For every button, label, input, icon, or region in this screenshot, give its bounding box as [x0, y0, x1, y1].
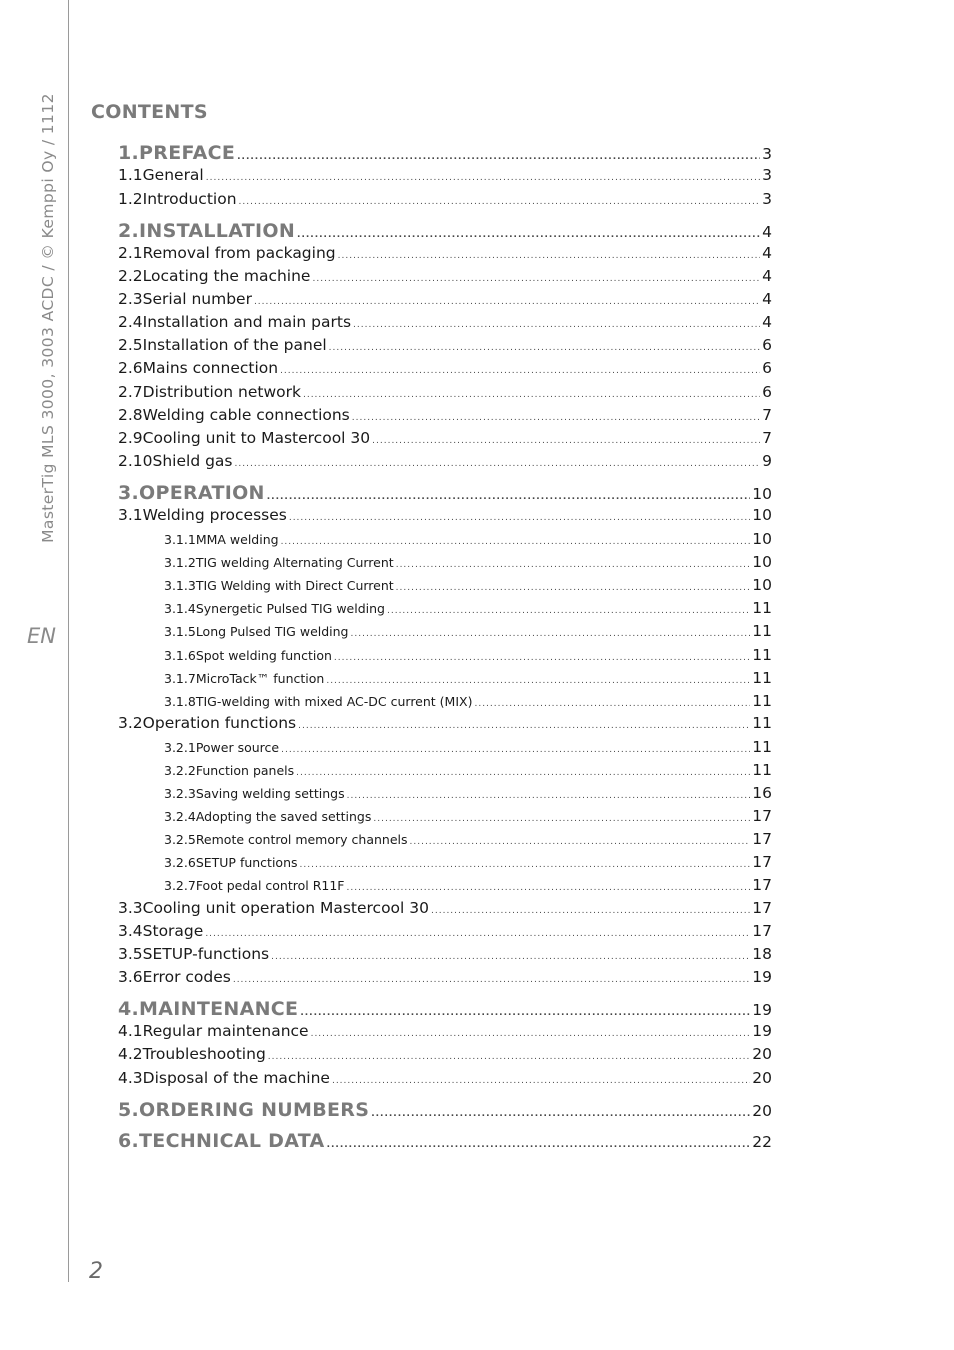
toc-page-number: 3 — [762, 145, 772, 163]
toc-page-number: 17 — [752, 807, 772, 825]
dot-leader — [334, 654, 750, 663]
toc-section[interactable] — [118, 1000, 772, 1019]
toc-page-number: 11 — [752, 646, 772, 664]
toc-number: 3.6 — [118, 968, 143, 986]
toc-title: INSTALLATION — [139, 220, 296, 242]
language-tab: EN — [27, 624, 56, 648]
toc-title: Operation functions — [142, 714, 297, 732]
toc-page-number: 11 — [752, 692, 772, 710]
dot-leader — [312, 275, 760, 284]
toc-title: Removal from packaging — [142, 244, 336, 262]
toc-page-number: 16 — [752, 784, 772, 802]
toc-number: 1. — [118, 142, 140, 164]
toc-number: 5. — [118, 1099, 140, 1121]
toc-title: Welding processes — [142, 506, 287, 524]
toc-number: 4. — [118, 998, 140, 1020]
dot-leader — [373, 815, 750, 824]
toc-subsection[interactable] — [118, 454, 772, 470]
toc-number: 3.2.3 — [164, 786, 196, 801]
toc-subsection[interactable] — [118, 168, 772, 184]
toc-subsection[interactable] — [118, 431, 772, 447]
toc-page-number: 17 — [752, 853, 772, 871]
dot-leader — [410, 838, 751, 847]
toc-number: 3.1.2 — [164, 555, 196, 570]
toc-number: 3.2.4 — [164, 809, 196, 824]
toc-section[interactable] — [118, 1101, 772, 1120]
toc-page-number: 6 — [762, 359, 772, 377]
toc-page-number: 4 — [762, 244, 772, 262]
toc-number: 2.1 — [118, 244, 143, 262]
toc-title: Saving welding settings — [195, 786, 345, 801]
toc-title: TECHNICAL DATA — [139, 1130, 325, 1152]
dot-leader — [431, 907, 750, 916]
toc-number: 3.2 — [118, 714, 143, 732]
dot-leader — [387, 607, 750, 616]
toc-title: Mains connection — [142, 359, 279, 377]
dot-leader — [396, 561, 751, 570]
toc-section[interactable] — [118, 222, 772, 241]
toc-subsubsection[interactable] — [164, 601, 772, 617]
toc-subsubsection[interactable] — [164, 555, 772, 571]
dot-leader — [281, 538, 751, 547]
toc-subsection[interactable] — [118, 269, 772, 285]
toc-page-number: 11 — [752, 622, 772, 640]
toc-number: 1.2 — [118, 190, 143, 208]
toc-title: General — [142, 166, 204, 184]
toc-title: TIG Welding with Direct Current — [195, 578, 394, 593]
toc-subsubsection[interactable] — [164, 578, 772, 594]
toc-page-number: 20 — [752, 1045, 772, 1063]
toc-title: ORDERING NUMBERS — [139, 1099, 370, 1121]
toc-title: Foot pedal control R11F — [195, 878, 345, 893]
page-title: CONTENTS — [91, 101, 208, 123]
toc-page-number: 17 — [752, 830, 772, 848]
toc-title: Cooling unit operation Mastercool 30 — [142, 899, 429, 917]
dot-leader — [347, 792, 751, 801]
dot-leader — [300, 1009, 750, 1018]
toc-subsection[interactable] — [118, 716, 772, 732]
toc-page-number: 10 — [752, 485, 772, 503]
toc-page-number: 6 — [762, 383, 772, 401]
toc-number: 3.5 — [118, 945, 143, 963]
toc-number: 2.3 — [118, 290, 143, 308]
dot-leader — [289, 514, 750, 523]
toc-page-number: 22 — [752, 1133, 772, 1151]
dot-leader — [235, 460, 761, 469]
toc-page-number: 17 — [752, 876, 772, 894]
toc-number: 3.2.5 — [164, 832, 196, 847]
dot-leader — [396, 584, 751, 593]
toc-page-number: 4 — [762, 223, 772, 241]
toc-subsection[interactable] — [118, 1024, 772, 1040]
dot-leader — [300, 861, 751, 870]
toc-number: 3.2.2 — [164, 763, 196, 778]
toc-subsection[interactable] — [118, 192, 772, 208]
toc-title: MicroTack™ function — [195, 671, 325, 686]
toc-page-number: 20 — [752, 1102, 772, 1120]
toc-number: 3.4 — [118, 922, 143, 940]
toc-subsection[interactable] — [118, 1071, 772, 1087]
dot-leader — [206, 174, 760, 183]
toc-title: Storage — [142, 922, 204, 940]
dot-leader — [268, 1053, 750, 1062]
dot-leader — [371, 1110, 750, 1119]
dot-leader — [352, 414, 760, 423]
dot-leader — [332, 1077, 750, 1086]
toc-title: Distribution network — [142, 383, 301, 401]
dot-leader — [326, 677, 750, 686]
toc-subsubsection[interactable] — [164, 694, 772, 710]
toc-number: 2.10 — [118, 452, 153, 470]
toc-page-number: 11 — [752, 714, 772, 732]
toc-title: Disposal of the machine — [142, 1069, 330, 1087]
toc-subsubsection[interactable] — [164, 763, 772, 779]
toc-subsubsection[interactable] — [164, 786, 772, 802]
dot-leader — [353, 321, 760, 330]
toc-number: 4.3 — [118, 1069, 143, 1087]
toc-page-number: 4 — [762, 267, 772, 285]
dot-leader — [372, 437, 760, 446]
dot-leader — [239, 198, 761, 207]
toc-subsubsection[interactable] — [164, 832, 772, 848]
toc-title: Welding cable connections — [142, 406, 350, 424]
toc-subsubsection[interactable] — [164, 878, 772, 894]
toc-subsection[interactable] — [118, 947, 772, 963]
toc-number: 2.9 — [118, 429, 143, 447]
toc-title: Shield gas — [152, 452, 233, 470]
toc-page-number: 4 — [762, 290, 772, 308]
toc-subsection[interactable] — [118, 508, 772, 524]
toc-subsection[interactable] — [118, 361, 772, 377]
toc-subsection[interactable] — [118, 1047, 772, 1063]
toc-title: Installation and main parts — [142, 313, 352, 331]
dot-leader — [267, 493, 751, 502]
toc-number: 3.1.3 — [164, 578, 196, 593]
toc-title: Function panels — [195, 763, 295, 778]
toc-number: 3.1.5 — [164, 624, 196, 639]
toc-page-number: 20 — [752, 1069, 772, 1087]
toc-subsection[interactable] — [118, 901, 772, 917]
dot-leader — [254, 298, 760, 307]
toc-page-number: 3 — [762, 190, 772, 208]
toc-subsubsection[interactable] — [164, 648, 772, 664]
dot-leader — [298, 722, 750, 731]
toc-title: Serial number — [142, 290, 252, 308]
dot-leader — [280, 367, 760, 376]
toc-number: 3.1 — [118, 506, 143, 524]
toc-subsection[interactable] — [118, 970, 772, 986]
toc-number: 3.1.8 — [164, 694, 196, 709]
toc-number: 2.5 — [118, 336, 143, 354]
toc-number: 3.2.7 — [164, 878, 196, 893]
toc-subsection[interactable] — [118, 246, 772, 262]
toc-subsection[interactable] — [118, 924, 772, 940]
toc-title: Locating the machine — [142, 267, 311, 285]
toc-page-number: 11 — [752, 669, 772, 687]
toc-section[interactable] — [118, 144, 772, 163]
toc-page-number: 17 — [752, 899, 772, 917]
toc-subsubsection[interactable] — [164, 855, 772, 871]
dot-leader — [327, 1141, 751, 1150]
dot-leader — [271, 953, 750, 962]
toc-subsection[interactable] — [118, 292, 772, 308]
toc-page-number: 19 — [752, 968, 772, 986]
document-footer-vertical: MasterTig MLS 3000, 3003 ACDC / © Kemppi Oy / 1112 — [39, 93, 57, 543]
toc-title: Cooling unit to Mastercool 30 — [142, 429, 371, 447]
toc-page-number: 10 — [752, 553, 772, 571]
toc-page-number: 4 — [762, 313, 772, 331]
toc-subsubsection[interactable] — [164, 809, 772, 825]
toc-title: Introduction — [142, 190, 237, 208]
toc-number: 4.2 — [118, 1045, 143, 1063]
toc-number: 1.1 — [118, 166, 143, 184]
toc-page-number: 11 — [752, 761, 772, 779]
toc-number: 3.1.6 — [164, 648, 196, 663]
toc-number: 2.2 — [118, 267, 143, 285]
toc-page-number: 19 — [752, 1022, 772, 1040]
toc-number: 3.1.4 — [164, 601, 196, 616]
toc-subsubsection[interactable] — [164, 671, 772, 687]
dot-leader — [297, 231, 760, 240]
dot-leader — [351, 630, 751, 639]
toc-subsection[interactable] — [118, 338, 772, 354]
toc-number: 3.3 — [118, 899, 143, 917]
toc-title: SETUP functions — [195, 855, 298, 870]
dot-leader — [346, 884, 750, 893]
toc-title: Remote control memory channels — [195, 832, 408, 847]
dot-leader — [205, 930, 750, 939]
toc-number: 3.2.1 — [164, 740, 196, 755]
toc-title: SETUP-functions — [142, 945, 270, 963]
toc-page-number: 11 — [752, 599, 772, 617]
toc-page-number: 9 — [762, 452, 772, 470]
toc-number: 4.1 — [118, 1022, 143, 1040]
toc-subsubsection[interactable] — [164, 624, 772, 640]
toc-title: TIG-welding with mixed AC-DC current (MIX) — [195, 694, 473, 709]
toc-number: 2. — [118, 220, 140, 242]
toc-title: Error codes — [142, 968, 231, 986]
toc-page-number: 19 — [752, 1001, 772, 1019]
toc-page-number: 18 — [752, 945, 772, 963]
toc-title: Installation of the panel — [142, 336, 327, 354]
dot-leader — [338, 252, 761, 261]
toc-page-number: 10 — [752, 506, 772, 524]
toc-title: MMA welding — [195, 532, 279, 547]
toc-title: TIG welding Alternating Current — [195, 555, 394, 570]
toc-number: 3.1.7 — [164, 671, 196, 686]
toc-page-number: 7 — [762, 406, 772, 424]
toc-section[interactable] — [118, 484, 772, 503]
toc-number: 3.1.1 — [164, 532, 196, 547]
toc-title: Synergetic Pulsed TIG welding — [195, 601, 385, 616]
toc-subsubsection[interactable] — [164, 532, 772, 548]
toc-page-number: 11 — [752, 738, 772, 756]
toc-title: PREFACE — [139, 142, 236, 164]
dot-leader — [311, 1030, 751, 1039]
toc-title: Spot welding function — [195, 648, 332, 663]
toc-subsubsection[interactable] — [164, 740, 772, 756]
dot-leader — [474, 700, 750, 709]
toc-page-number: 10 — [752, 530, 772, 548]
toc-subsection[interactable] — [118, 315, 772, 331]
toc-number: 3.2.6 — [164, 855, 196, 870]
toc-section[interactable] — [118, 1132, 772, 1151]
dot-leader — [296, 769, 750, 778]
dot-leader — [233, 976, 750, 985]
toc-subsection[interactable] — [118, 385, 772, 401]
toc-number: 6. — [118, 1130, 140, 1152]
toc-title: Power source — [195, 740, 280, 755]
page-number: 2 — [89, 1259, 103, 1284]
toc-number: 2.4 — [118, 313, 143, 331]
toc-page-number: 17 — [752, 922, 772, 940]
toc-title: Troubleshooting — [142, 1045, 266, 1063]
toc-title: Regular maintenance — [142, 1022, 309, 1040]
toc-title: Adopting the saved settings — [195, 809, 372, 824]
toc-number: 2.7 — [118, 383, 143, 401]
dot-leader — [281, 746, 750, 755]
dot-leader — [303, 391, 760, 400]
toc-title: Long Pulsed TIG welding — [195, 624, 349, 639]
dot-leader — [329, 344, 760, 353]
dot-leader — [237, 153, 760, 162]
toc-title: MAINTENANCE — [139, 998, 299, 1020]
toc-page-number: 7 — [762, 429, 772, 447]
toc-page-number: 10 — [752, 576, 772, 594]
toc-number: 2.8 — [118, 406, 143, 424]
toc-page-number: 6 — [762, 336, 772, 354]
toc-title: OPERATION — [139, 482, 265, 504]
toc-number: 3. — [118, 482, 140, 504]
toc-page-number: 3 — [762, 166, 772, 184]
toc-number: 2.6 — [118, 359, 143, 377]
toc-subsection[interactable] — [118, 408, 772, 424]
